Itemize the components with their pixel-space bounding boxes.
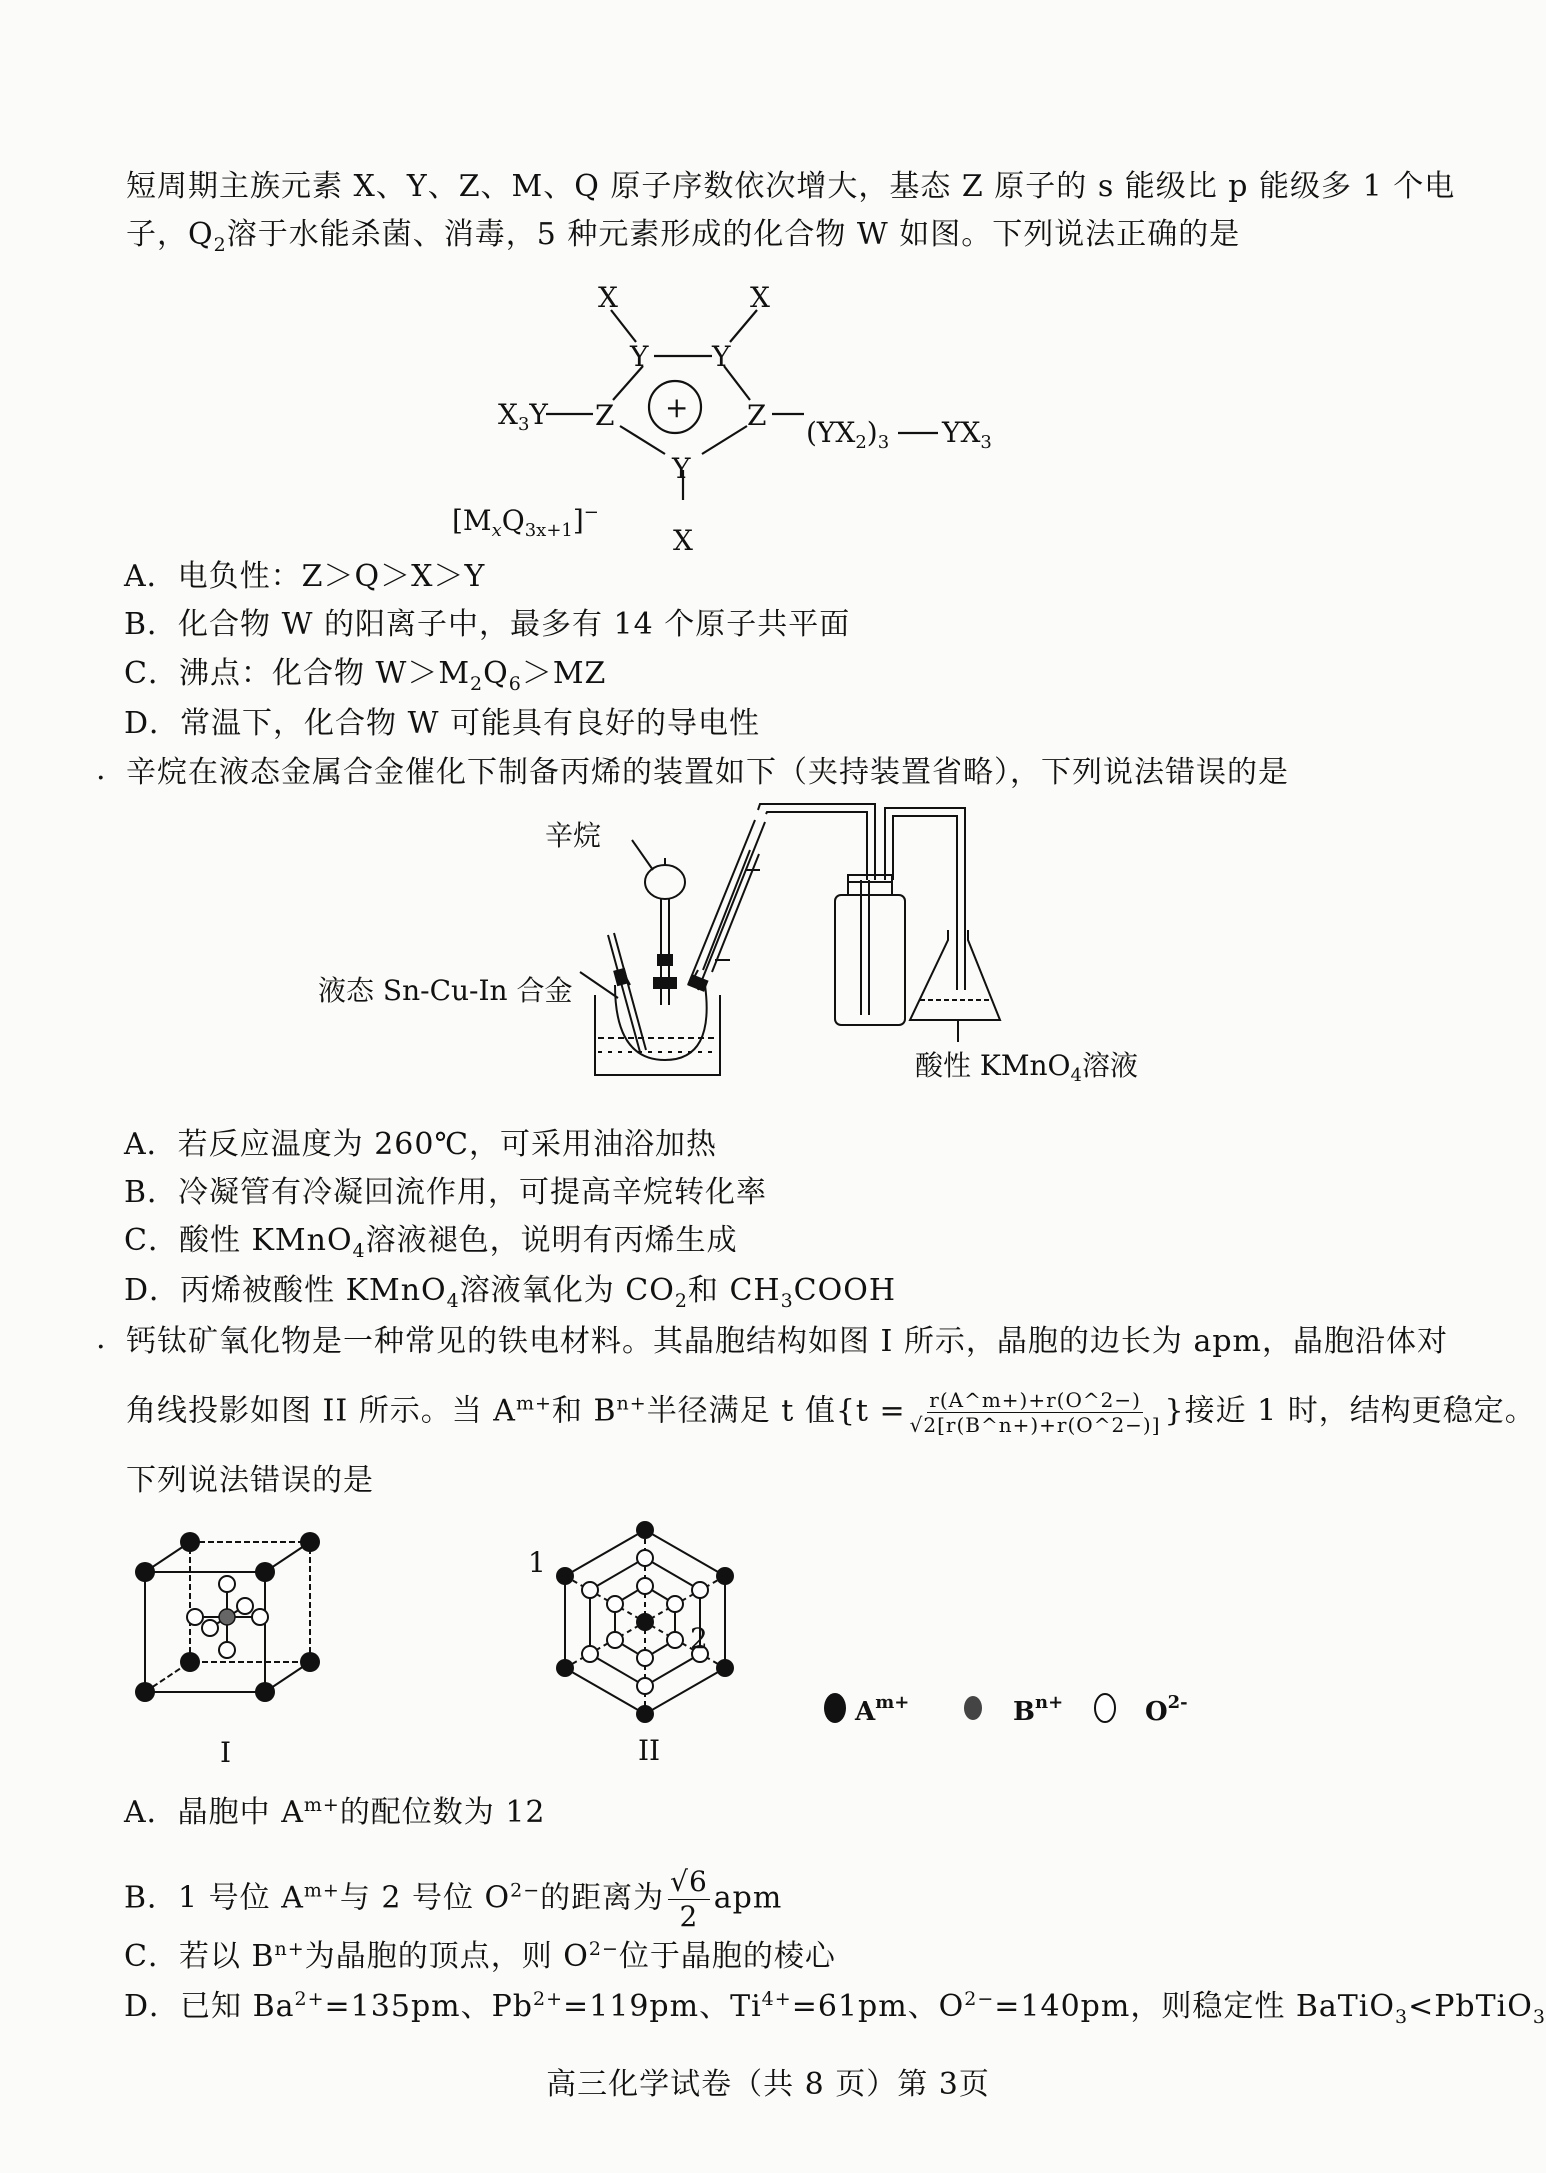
atom-x-2: X — [750, 281, 770, 314]
page-footer: 高三化学试卷（共 8 页）第 3页 — [546, 2067, 990, 2102]
anion-formula: $[M_xQ_{3x+1}]^-$ — [452, 502, 599, 541]
q1-option-b: B．化合物 W 的阳离子中，最多有 14 个原子共平面 — [124, 607, 851, 642]
q3-option-c: C．若以 $B^{n+}$为晶胞的顶点，则 $O^{2-}$位于晶胞的棱心 — [124, 1938, 836, 1974]
q3-option-b: B．1 号位 $A^{m+}$与 2 号位 $O^{2-}$的距离为 $\frac{√6}{2}$ apm — [124, 1865, 783, 1933]
legend-b-label: $B^{n+}$ — [1013, 1692, 1064, 1727]
q2-stem: 辛烷在液态金属合金催化下制备丙烯的装置如下（夹持装置省略），下列说法错误的是 — [126, 755, 1289, 790]
q3-option-d: D．已知 $Ba^{2+}=135pm$、$Pb^{2+}=119pm$、$Ti^{4+}=61pm$、$O^{2-}=140pm$，则稳定性 BaTiO$_3$<PbTiO$_3$ — [124, 1988, 1546, 2028]
q1-stem-line1: 短周期主族元素 X、Y、Z、M、Q 原子序数依次增大，基态 Z 原子的 s 能级比 p 能级多 1 个电 — [126, 169, 1456, 204]
q1-option-d: D．常温下，化合物 W 可能具有良好的导电性 — [124, 706, 760, 741]
atom-y-3: Y — [672, 452, 691, 485]
cation-plus: + — [665, 391, 689, 424]
q3-option-a: A．晶胞中 $A^{m+}$的配位数为 12 — [124, 1794, 546, 1830]
right-end-group: $YX_3$ — [942, 416, 992, 453]
atom-x-3: X — [673, 524, 693, 557]
position-1-label: 1 — [528, 1546, 546, 1579]
q3-stem-line3: 下列说法错误的是 — [126, 1463, 374, 1498]
t-value-formula: $\frac{r(A\^{}m+)+r(O\^{}2-)}{√2[r(B\^{}n+)+r(O\^{}2-)]}$ — [909, 1388, 1161, 1437]
q1-stem-line2: 子，$Q_2$溶于水能杀菌、消毒，5 种元素形成的化合物 W 如图。下列说法正确的是 — [126, 217, 1241, 256]
legend-a-label: $A^{m+}$ — [855, 1692, 910, 1727]
q2-number-marker: . — [96, 752, 106, 787]
q3-number-marker: . — [96, 1321, 106, 1356]
atom-x-1: X — [598, 281, 618, 314]
q2-option-d: D．丙烯被酸性 KMnO$_4$溶液氧化为 $CO_2$和 $CH_3COOH$ — [124, 1273, 896, 1312]
distance-fraction: $\frac{√6}{2}$ — [670, 1865, 708, 1933]
right-chain: $(YX_2)_3$ — [806, 416, 890, 453]
label-octane: 辛烷 — [545, 819, 602, 852]
ion-legend — [815, 1678, 1245, 1738]
compound-w-structure — [452, 272, 1040, 562]
figure-ii-label: II — [638, 1734, 661, 1767]
atom-z-2: Z — [747, 399, 767, 432]
q2-option-c: C．酸性 KMnO$_4$溶液褪色，说明有丙烯生成 — [124, 1223, 738, 1262]
position-2-label: 2 — [690, 1622, 708, 1655]
apparatus-diagram — [300, 820, 1200, 1090]
q2-option-b: B．冷凝管有冷凝回流作用，可提高辛烷转化率 — [124, 1175, 768, 1210]
q3-stem-line1: 钙钛矿氧化物是一种常见的铁电材料。其晶胞结构如图 I 所示，晶胞的边长为 apm，晶胞沿体对 — [126, 1324, 1448, 1359]
figure-i-label: I — [220, 1736, 232, 1769]
label-kmno4-solution: 酸性 KMnO$_4$溶液 — [915, 1049, 1138, 1086]
q2-option-a: A．若反应温度为 260℃，可采用油浴加热 — [124, 1127, 718, 1162]
label-liquid-alloy: 液态 Sn-Cu-In 合金 — [318, 974, 573, 1007]
atom-y-1: Y — [630, 340, 649, 373]
unit-cell-figure-i — [130, 1522, 350, 1772]
q3-stem-line2: 角线投影如图 II 所示。当 $A^{m+}$和 $B^{n+}$半径满足 t 值{t = $\frac{r(A\^{}m+)+r(O\^{}2-)}{√2[r(B\^{}n+)+r(O\^{}2-)]}$ }接近 1 时，结构更稳定。 — [126, 1388, 1536, 1437]
atom-y-2: Y — [712, 340, 731, 373]
q1-option-c: C．沸点：化合物 $W>M_2Q_6>MZ$ — [124, 656, 607, 695]
legend-o-label: $O^{2-}$ — [1145, 1692, 1188, 1727]
projection-figure-ii — [520, 1510, 760, 1770]
atom-z-1: Z — [595, 399, 615, 432]
q1-option-a: A．电负性：Z＞Q＞X＞Y — [124, 559, 486, 594]
left-group: $X_3Y$ — [498, 398, 548, 435]
